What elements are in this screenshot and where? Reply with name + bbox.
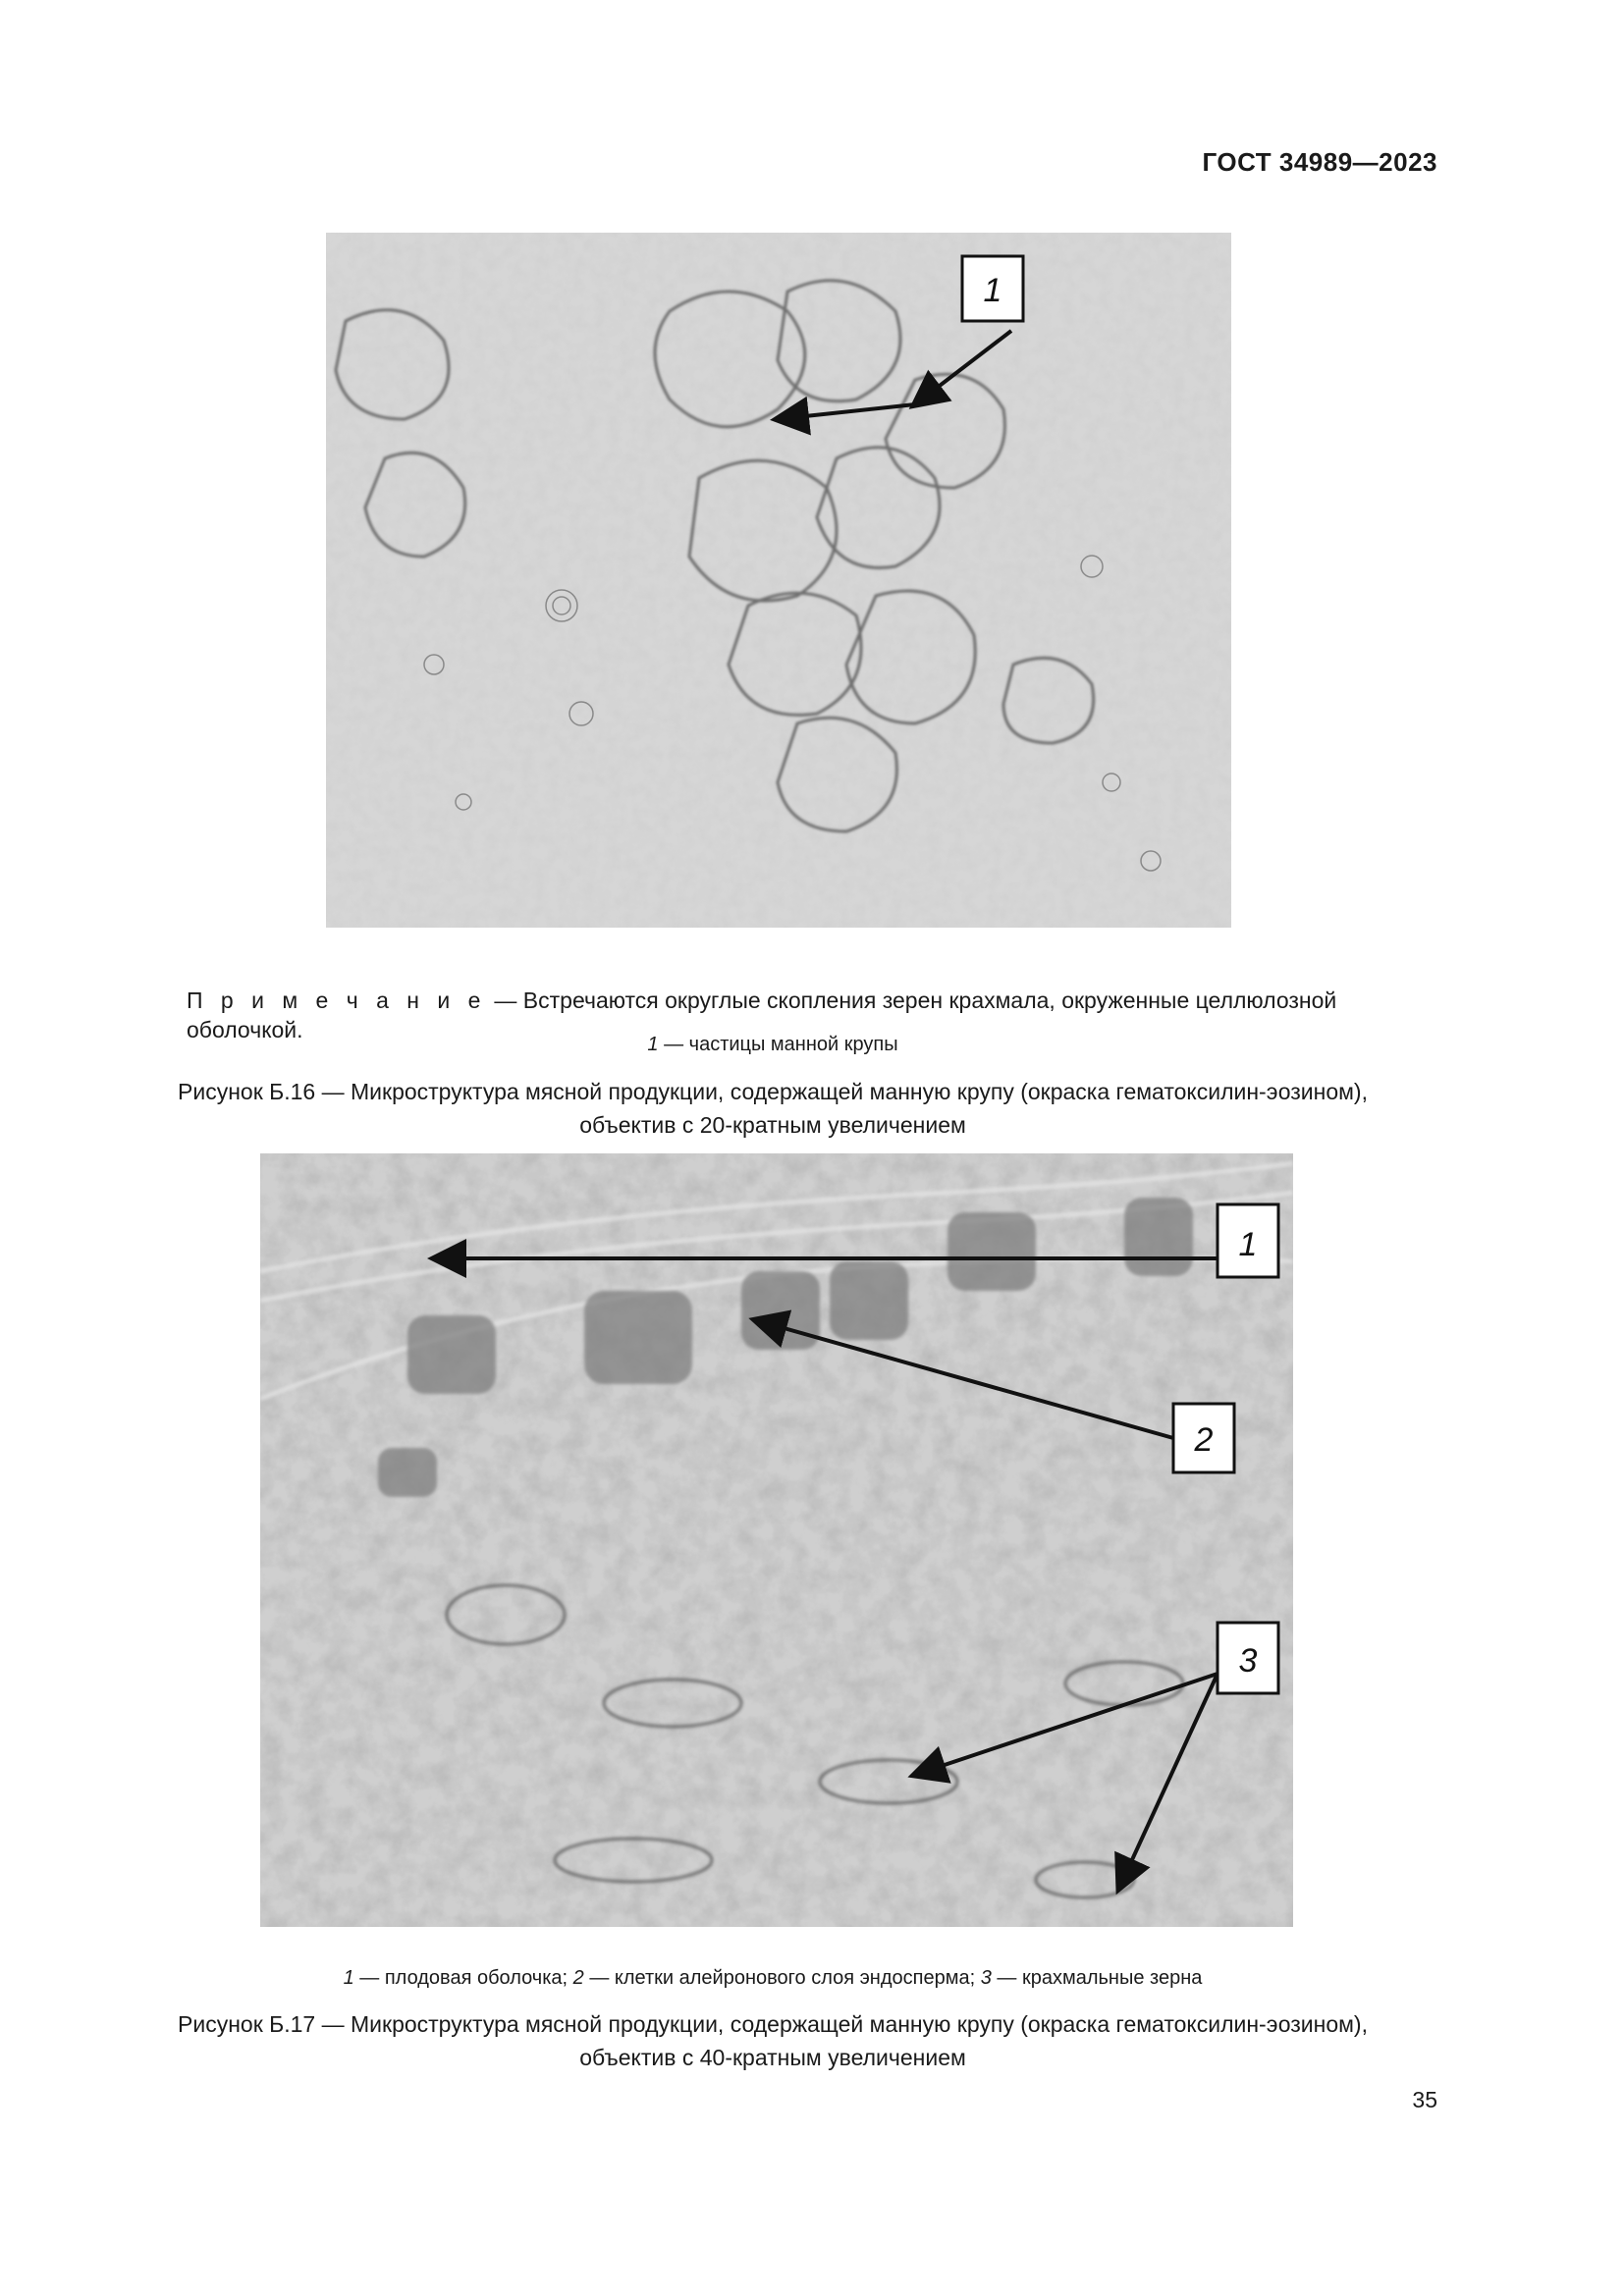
caption-line: Рисунок Б.16 — Микроструктура мясной продукции, содержащей манную крупу (окраска гематоксилин-эозином), <box>178 1079 1368 1104</box>
note-prefix: П р и м е ч а н и е <box>187 988 487 1013</box>
callout-label: 2 <box>1194 1421 1214 1459</box>
legend-number: 3 <box>980 1967 992 1989</box>
figure-b16-caption <box>0 1075 1585 1142</box>
callout-label: 1 <box>983 272 1002 309</box>
caption-line: объектив с 40-кратным увеличением <box>579 2045 966 2070</box>
figure-b17-legend <box>0 1965 1585 1991</box>
figure-b17-caption <box>0 2007 1585 2074</box>
note-text: — Встречаются округлые скопления зерен крахмала, окруженные целлюлозной оболочкой. <box>187 988 1337 1042</box>
document-standard-number: ГОСТ 34989—2023 <box>1202 147 1437 177</box>
figure-b17-micrograph <box>260 1153 1293 1927</box>
caption-line: объектив с 20-кратным увеличением <box>579 1112 966 1138</box>
legend-text: — частицы манной крупы <box>658 1034 898 1055</box>
callout-label: 3 <box>1238 1642 1258 1680</box>
legend-text: — плодовая оболочка; <box>353 1967 573 1989</box>
legend-number: 1 <box>343 1967 354 1989</box>
figure-b16-micrograph <box>326 233 1231 928</box>
legend-text: — крахмальные зерна <box>991 1967 1203 1989</box>
caption-line: Рисунок Б.17 — Микроструктура мясной продукции, содержащей манную крупу (окраска гематоксилин-эозином), <box>178 2011 1368 2037</box>
callout-label: 1 <box>1238 1226 1258 1263</box>
legend-number: 2 <box>572 1967 584 1989</box>
page-number: 35 <box>1412 2087 1437 2112</box>
figure-b16-legend <box>0 1032 1585 1057</box>
micrograph-20x-image <box>326 233 1231 928</box>
micrograph-40x-image <box>260 1153 1293 1927</box>
legend-text: — клетки алейронового слоя эндосперма; <box>583 1967 981 1989</box>
legend-number: 1 <box>647 1034 659 1055</box>
